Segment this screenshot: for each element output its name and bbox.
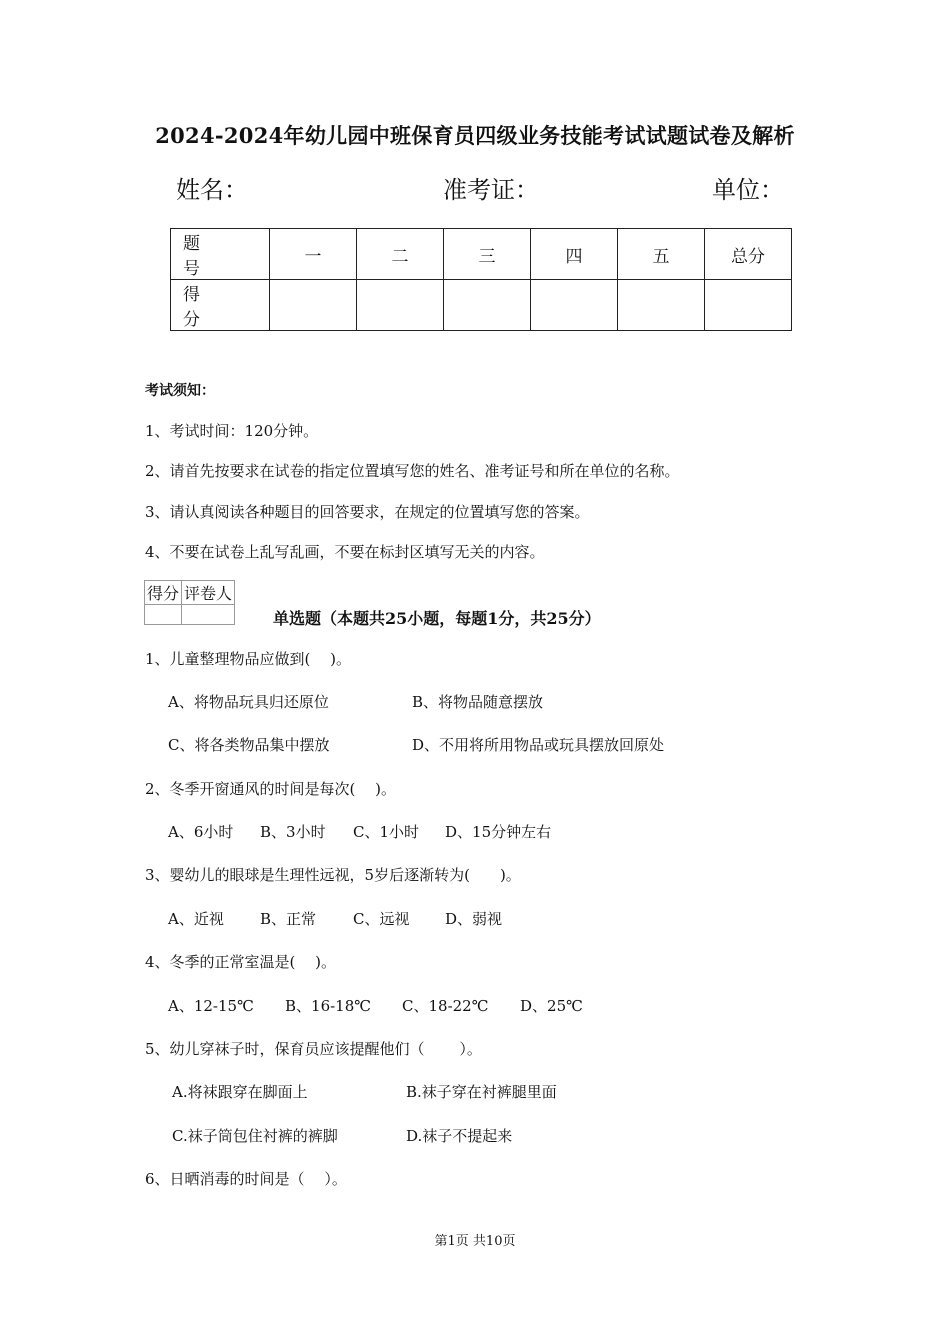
question-5-option-d: D.袜子不提起来 <box>406 1127 513 1145</box>
notice-heading: 考试须知： <box>145 383 215 399</box>
grader-box-grader-label: 评卷人 <box>182 581 235 605</box>
question-3-option-a: A、近视 <box>168 910 224 928</box>
score-table-header-label: 题 号 <box>171 229 270 280</box>
score-table-col-5: 五 <box>618 229 705 280</box>
grader-box <box>144 580 235 625</box>
score-table-score-row <box>171 280 792 331</box>
question-4-option-b: B、16-18℃ <box>285 997 372 1015</box>
grader-box-score-label: 得分 <box>145 581 182 605</box>
score-table-col-4: 四 <box>531 229 618 280</box>
question-1-option-a: A、将物品玩具归还原位 <box>168 693 329 711</box>
question-2-option-a: A、6小时 <box>168 823 234 841</box>
score-table-col-3: 三 <box>444 229 531 280</box>
section-title: 单选题（本题共25小题，每题1分，共25分） <box>273 609 601 628</box>
score-cell-2 <box>357 280 444 331</box>
question-1-option-c: C、将各类物品集中摆放 <box>168 736 330 754</box>
question-2-option-b: B、3小时 <box>260 823 326 841</box>
question-5-option-b: B.袜子穿在衬裤腿里面 <box>406 1083 557 1101</box>
score-cell-4 <box>531 280 618 331</box>
question-1-stem: 1、儿童整理物品应做到( )。 <box>145 650 352 668</box>
notice-item-4: 4、不要在试卷上乱写乱画，不要在标封区填写无关的内容。 <box>145 543 545 561</box>
notice-item-1: 1、考试时间：120分钟。 <box>145 422 319 440</box>
notice-item-2: 2、请首先按要求在试卷的指定位置填写您的姓名、准考证号和所在单位的名称。 <box>145 462 680 480</box>
grader-box-grader-cell <box>182 605 235 625</box>
question-3-option-c: C、远视 <box>353 910 410 928</box>
score-cell-1 <box>270 280 357 331</box>
question-3-option-d: D、弱视 <box>445 910 503 928</box>
question-4-option-c: C、18-22℃ <box>402 997 489 1015</box>
exam-title: 2024-2024年幼儿园中班保育员四级业务技能考试试题试卷及解析 <box>155 123 795 148</box>
question-2-option-d: D、15分钟左右 <box>445 823 552 841</box>
question-5-option-a: A.将袜跟穿在脚面上 <box>172 1083 308 1101</box>
exam-id-field-label: 准考证： <box>443 176 539 204</box>
score-table <box>170 228 792 331</box>
question-2-stem: 2、冬季开窗通风的时间是每次( )。 <box>145 780 397 798</box>
name-field-label: 姓名： <box>176 176 248 204</box>
score-table-col-total: 总分 <box>705 229 792 280</box>
question-5-option-c: C.袜子筒包住衬裤的裤脚 <box>172 1127 338 1145</box>
grader-box-score-cell <box>145 605 182 625</box>
question-4-option-a: A、12-15℃ <box>168 997 254 1015</box>
notice-item-3: 3、请认真阅读各种题目的回答要求，在规定的位置填写您的答案。 <box>145 503 590 521</box>
score-table-header-row <box>171 229 792 280</box>
score-cell-5 <box>618 280 705 331</box>
question-5-stem: 5、幼儿穿袜子时，保育员应该提醒他们（ ）。 <box>145 1040 482 1058</box>
score-table-score-label: 得 分 <box>171 280 270 331</box>
question-3-stem: 3、婴幼儿的眼球是生理性远视，5岁后逐渐转为( )。 <box>145 866 521 884</box>
score-table-col-2: 二 <box>357 229 444 280</box>
question-4-option-d: D、25℃ <box>520 997 583 1015</box>
score-table-col-1: 一 <box>270 229 357 280</box>
question-2-option-c: C、1小时 <box>353 823 420 841</box>
question-1-option-b: B、将物品随意摆放 <box>412 693 544 711</box>
page-footer: 第1页 共10页 <box>434 1234 516 1249</box>
score-cell-3 <box>444 280 531 331</box>
question-1-option-d: D、不用将所用物品或玩具摆放回原处 <box>412 736 665 754</box>
unit-field-label: 单位： <box>712 176 784 204</box>
score-cell-total <box>705 280 792 331</box>
question-3-option-b: B、正常 <box>260 910 317 928</box>
question-4-stem: 4、冬季的正常室温是( )。 <box>145 953 337 971</box>
question-6-stem: 6、日晒消毒的时间是（ ）。 <box>145 1170 347 1188</box>
